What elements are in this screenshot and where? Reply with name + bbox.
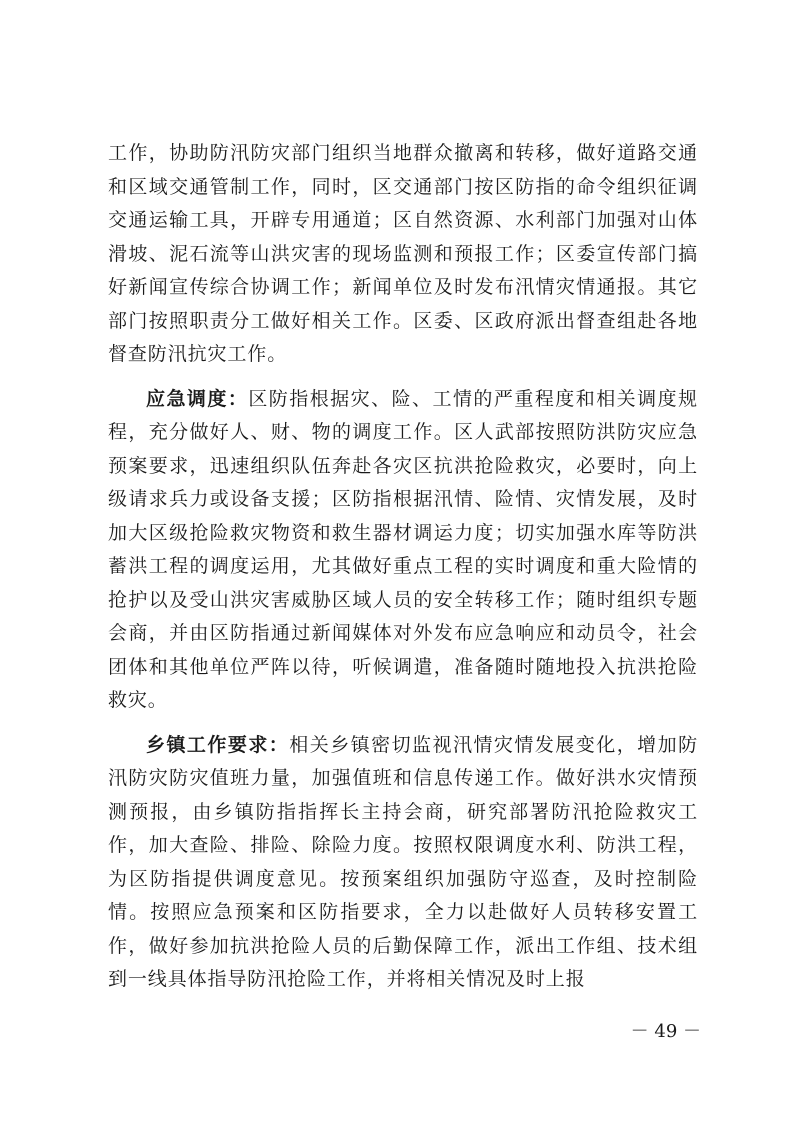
paragraph-text: 工作，协助防汛防灾部门组织当地群众撤离和转移，做好道路交通和区域交通管制工作，同时，区交通部门按区防指的命令组织征调交通运输工具，开辟专用通道；区自然资源、水利部门加强对山体滑坡、泥石流等山洪灾害的现场监测和预报工作；区委宣传部门搞好新闻宣传综合协调工作；新闻单位及时发布汛情灾情通报。其它部门按照职责分工做好相关工作。区委、区政府派出督查组赴各地督查防汛抗灾工作。 — [108, 142, 698, 365]
page-number: － 49 － — [630, 1021, 701, 1042]
paragraph-continuation — [108, 137, 698, 372]
paragraph-emergency-dispatch — [108, 383, 698, 718]
body-text — [108, 137, 698, 997]
paragraph-lead: 应急调度： — [146, 387, 249, 410]
paragraph-text: 区防指根据灾、险、工情的严重程度和相关调度规程，充分做好人、财、物的调度工作。区人武部按照防洪防灾应急预案要求，迅速组织队伍奔赴各灾区抗洪抢险救灾，必要时，向上级请求兵力或设备支援；区防指根据汛情、险情、灾情发展，及时加大区级抢险救灾物资和救生器材调运力度；切实加强水库等防洪蓄洪工程的调度运用，尤其做好重点工程的实时调度和重大险情的抢护以及受山洪灾害威胁区域人员的安全转移工作；随时组织专题会商，并由区防指通过新闻媒体对外发布应急响应和动员令，社会团体和其他单位严阵以待，听候调遣，准备随时随地投入抗洪抢险救灾。 — [108, 387, 698, 711]
paragraph-text: 相关乡镇密切监视汛情灾情发展变化，增加防汛防灾防灾值班力量，加强值班和信息传递工作。做好洪水灾情预测预报，由乡镇防指指挥长主持会商，研究部署防汛抢险救灾工作，加大查险、排险、除险力度。按照权限调度水利、防洪工程，为区防指提供调度意见。按预案组织加强防守巡查，及时控制险情。按照应急预案和区防指要求，全力以赴做好人员转移安置工作，做好参加抗洪抢险人员的后勤保障工作，派出工作组、技术组到一线具体指导防汛抢险工作，并将相关情况及时上报 — [108, 733, 698, 990]
paragraph-lead: 乡镇工作要求： — [146, 733, 290, 756]
paragraph-township-requirements — [108, 729, 698, 997]
